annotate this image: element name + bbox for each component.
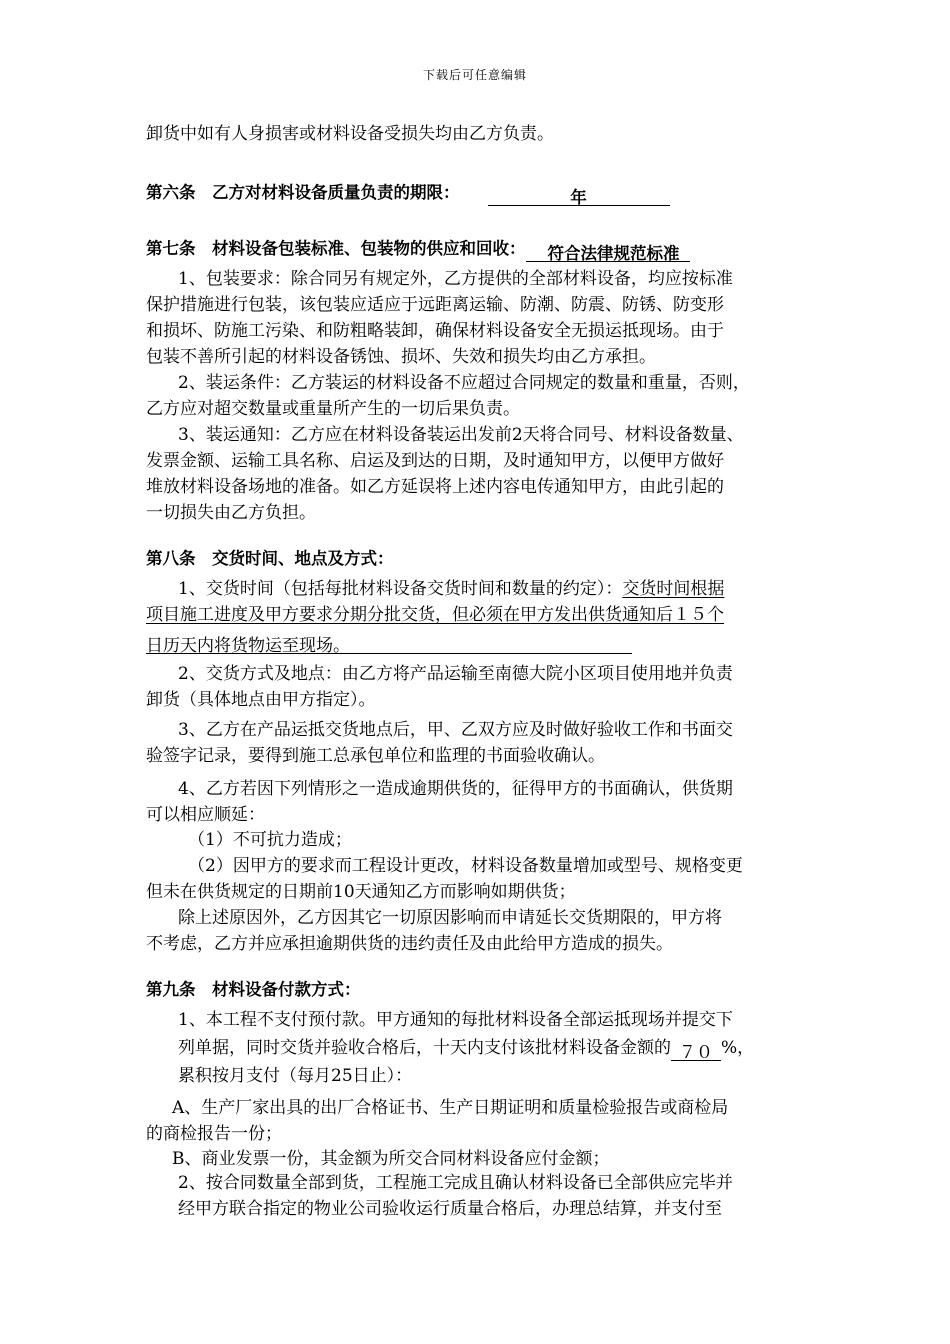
paragraph-line <box>178 1035 754 1061</box>
page-header: 下载后可任意编辑 <box>422 68 527 82</box>
paragraph-line: 累积按月支付（每月25日止）： <box>178 1066 413 1086</box>
list-item: A、生产厂家出具的出厂合格证书、生产日期证明和质量检验报告或商检局 <box>172 1098 729 1118</box>
paragraph-line <box>178 576 724 602</box>
delivery-time-value-line <box>146 628 632 654</box>
list-item: （1）不可抗力造成； <box>188 830 352 850</box>
payment-percent-label: 列单据，同时交货并验收合格后，十天内支付该批材料设备金额的 <box>178 1038 671 1058</box>
section-6-title: 第六条 乙方对材料设备质量负责的期限： <box>146 183 460 202</box>
delivery-time-label: 1、交货时间（包括每批材料设备交货时间和数量的约定）： <box>178 579 623 599</box>
delivery-time-value-end: 日历天内将货物运至现场。 <box>146 633 632 654</box>
paragraph-line: 2、交货方式及地点：由乙方将产品运输至南德大院小区项目使用地并负责 <box>178 664 733 684</box>
section-6-heading <box>146 180 670 206</box>
delivery-time-value: 交货时间根据 <box>622 579 725 599</box>
paragraph-line: 一切损失由乙方负担。 <box>146 503 316 523</box>
list-item: （2）因甲方的要求而工程设计更改，材料设备数量增加或型号、规格变更 <box>188 856 743 876</box>
section-8-heading: 第八条 交货时间、地点及方式： <box>146 549 394 568</box>
paragraph-line: 2、按合同数量全部到货，工程施工完成且确认材料设备已全部供应完毕并 <box>178 1173 733 1193</box>
paragraph-line: 2、装运条件：乙方装运的材料设备不应超过合同规定的数量和重量，否则， <box>178 373 750 393</box>
paragraph-line: 包装不善所引起的材料设备锈蚀、损坏、失效和损失均由乙方承担。 <box>146 347 656 367</box>
paragraph-line: 除上述原因外，乙方因其它一切原因影响而申请延长交货期限的，甲方将 <box>178 908 722 928</box>
payment-percent-value: ７０ <box>671 1040 721 1061</box>
paragraph-line: 4、乙方若因下列情形之一造成逾期供货的，征得甲方的书面确认，供货期 <box>178 779 733 799</box>
paragraph-line: 1、本工程不支付预付款。甲方通知的每批材料设备全部运抵现场并提交下 <box>178 1010 733 1030</box>
section-7-title: 第七条 材料设备包装标准、包装物的供应和回收： <box>146 239 526 258</box>
paragraph-line: 乙方应对超交数量或重量所产生的一切后果负责。 <box>146 399 520 419</box>
paragraph-line: 的商检报告一份； <box>146 1124 282 1144</box>
percent-sign: %， <box>721 1038 755 1058</box>
paragraph-line: 发票金额、运输工具名称、启运及到达的日期，及时通知甲方，以便甲方做好 <box>146 451 724 471</box>
paragraph-line: 保护措施进行包装，该包装应适应于远距离运输、防潮、防震、防锈、防变形 <box>146 295 724 315</box>
paragraph-line: 1、包装要求：除合同另有规定外，乙方提供的全部材料设备，均应按标准 <box>178 269 733 289</box>
paragraph-line: 和损坏、防施工污染、和防粗略装卸，确保材料设备安全无损运抵现场。由于 <box>146 321 724 341</box>
warranty-year-unit: 年 <box>570 188 587 207</box>
paragraph-line: 验签字记录，要得到施工总承包单位和监理的书面验收确认。 <box>146 746 605 766</box>
paragraph-line: 可以相应顺延： <box>146 805 265 825</box>
warranty-period-blank <box>488 185 670 206</box>
paragraph-line: 卸货（具体地点由甲方指定）。 <box>146 690 376 710</box>
paragraph-line: 3、装运通知：乙方应在材料设备装运出发前2天将合同号、材料设备数量、 <box>178 425 744 445</box>
paragraph-line: 堆放材料设备场地的准备。如乙方延误将上述内容电传通知甲方，由此引起的 <box>146 477 724 497</box>
paragraph-line: 卸货中如有人身损害或材料设备受损失均由乙方负责。 <box>146 124 554 144</box>
packing-standard-value: 符合法律规范标准 <box>526 241 690 262</box>
paragraph-line: 3、乙方在产品运抵交货地点后，甲、乙双方应及时做好验收工作和书面交 <box>178 720 733 740</box>
paragraph-line: 不考虑，乙方并应承担逾期供货的违约责任及由此给甲方造成的损失。 <box>146 934 673 954</box>
section-7-heading <box>146 236 690 262</box>
paragraph-line: 经甲方联合指定的物业公司验收运行质量合格后，办理总结算，并支付至 <box>178 1199 722 1219</box>
delivery-time-value-line: 项目施工进度及甲方要求分期分批交货，但必须在甲方发出供货通知后１５个 <box>146 605 724 625</box>
list-item: B、商业发票一份，其金额为所交合同材料设备应付金额； <box>172 1149 610 1169</box>
paragraph-line: 但未在供货规定的日期前10天通知乙方而影响如期供货； <box>146 882 576 902</box>
section-9-heading: 第九条 材料设备付款方式： <box>146 980 361 999</box>
